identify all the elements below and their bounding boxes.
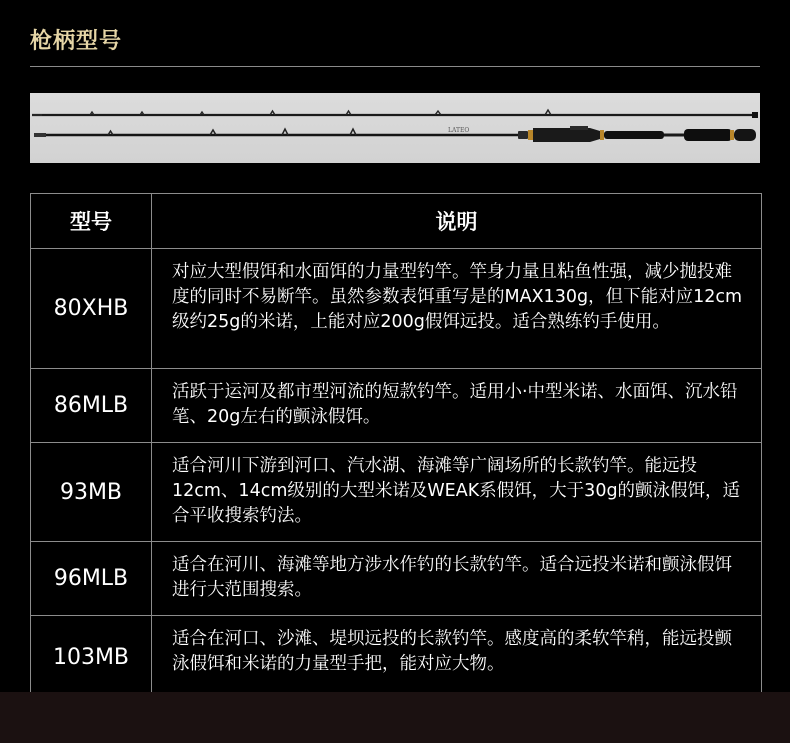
rod-brand-decal: LATEO — [448, 127, 470, 134]
header-model: 型号 — [31, 194, 152, 249]
table-row — [31, 249, 762, 369]
model-cell: 93MB — [31, 443, 152, 542]
rod-product-image — [30, 93, 760, 163]
model-cell: 86MLB — [31, 369, 152, 443]
description-cell: 适合在河川、海滩等地方涉水作钓的长款钓竿。适合远投米诺和颤泳假饵进行大范围搜索。 — [152, 542, 762, 616]
description-cell: 活跃于运河及都市型河流的短款钓竿。适用小·中型米诺、水面饵、沉水铅笔、20g左右的颤泳假饵。 — [152, 369, 762, 443]
description-cell: 适合在河口、沙滩、堤坝远投的长款钓竿。感度高的柔软竿稍，能远投颤泳假饵和米诺的力量型手把，能对应大物。 — [152, 616, 762, 700]
header-description: 说明 — [152, 194, 762, 249]
model-cell: 80XHB — [31, 249, 152, 369]
title-divider — [30, 66, 760, 67]
table-row — [31, 616, 762, 700]
footer-band — [0, 692, 790, 743]
rod-tip-section — [32, 110, 758, 118]
model-cell: 96MLB — [31, 542, 152, 616]
table-row — [31, 542, 762, 616]
description-cell: 对应大型假饵和水面饵的力量型钓竿。竿身力量且粘鱼性强，减少抛投难度的同时不易断竿。虽然参数表饵重写是的MAX130g，但下能对应12cm级约25g的米诺，上能对应200g假饵远投。适合熟练钓手使用。 — [152, 249, 762, 369]
table-row — [31, 369, 762, 443]
rod-spec-table — [30, 193, 762, 700]
model-cell: 103MB — [31, 616, 152, 700]
description-cell: 适合河川下游到河口、汽水湖、海滩等广阔场所的长款钓竿。能远投12cm、14cm级别的大型米诺及WEAK系假饵，大于30g的颤泳假饵，适合平收搜索钓法。 — [152, 443, 762, 542]
section-title: 枪柄型号 — [30, 29, 123, 54]
table-row — [31, 443, 762, 542]
table-header-row — [31, 194, 762, 249]
rod-butt-section — [34, 126, 756, 142]
